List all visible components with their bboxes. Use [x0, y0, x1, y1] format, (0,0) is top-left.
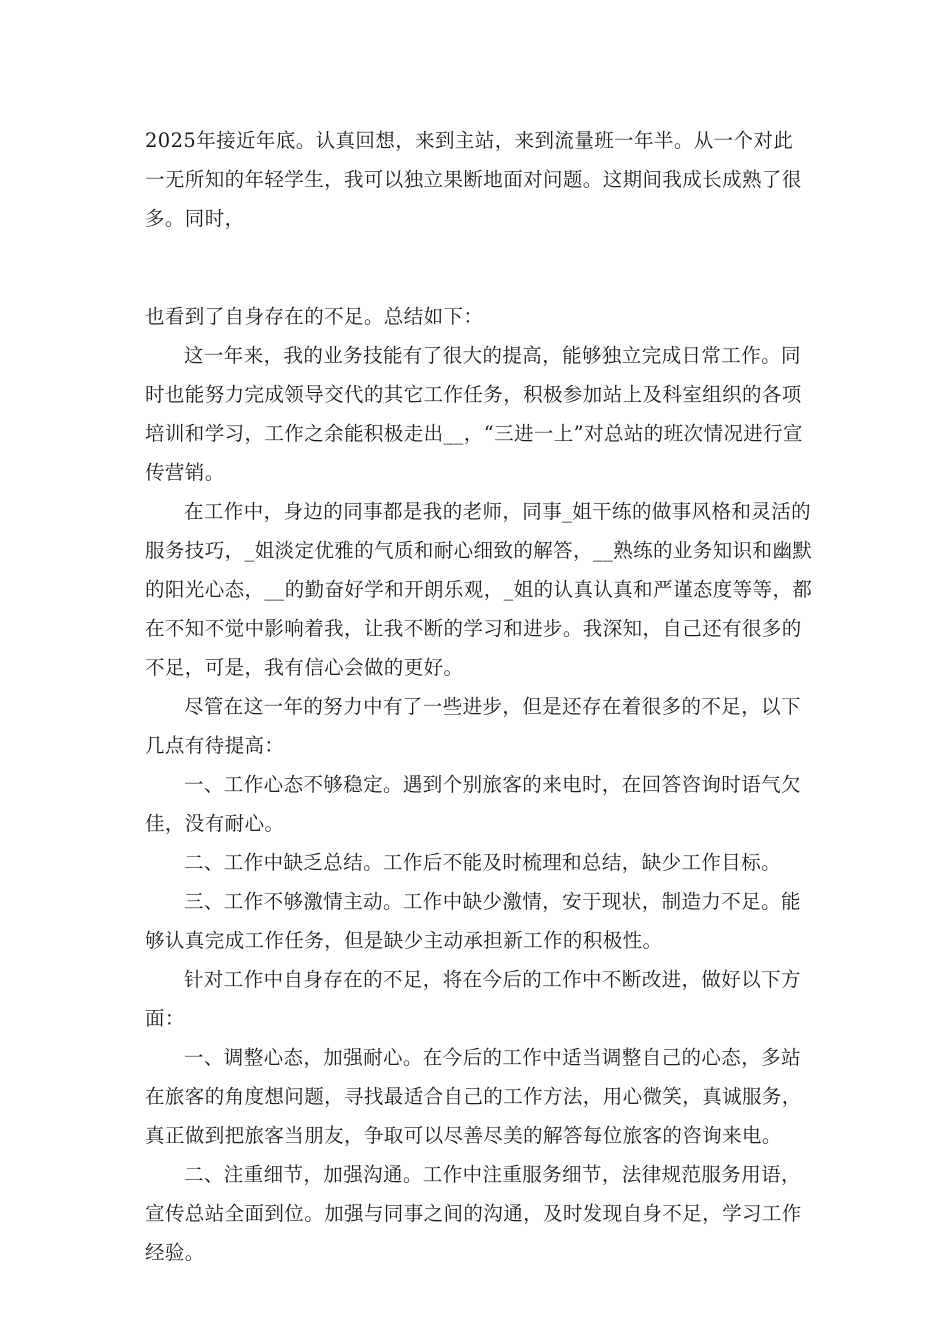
shortcoming-item-1: 一、工作心态不够稳定。遇到个别旅客的来电时，在回答咨询时语气欠佳，没有耐心。 — [145, 773, 801, 835]
shortcoming-item-3: 三、工作不够激情主动。工作中缺少激情，安于现状，制造力不足。能够认真完成工作任务，但是缺少主动承担新工作的积极性。 — [145, 890, 801, 952]
shortcoming-item-2: 二、工作中缺乏总结。工作后不能及时梳理和总结，缺少工作目标。 — [184, 851, 782, 874]
intro-block — [145, 121, 813, 238]
paragraph-skills: 这一年来，我的业务技能有了很大的提高，能够独立完成日常工作。同时也能努力完成领导交代的其它工作任务，积极参加站上及科室组织的各项培训和学习，工作之余能积极走出__，“三进一上”对总站的班次情况进行宣传营销。 — [145, 344, 803, 484]
paragraph-colleagues: 在工作中，身边的同事都是我的老师，同事_姐干练的做事风格和灵活的服务技巧，_姐淡定优雅的气质和耐心细致的解答，__熟练的业务知识和幽默的阳光心态，__的勤奋好学和开朗乐观，_姐的认真认真和严谨态度等等，都在不知不觉中影响着我，让我不断的学习和进步。我深知，自己还有很多的不足，可是，我有信心会做的更好。 — [145, 500, 813, 679]
intro-paragraph: 2025年接近年底。认真回想，来到主站，来到流量班一年半。从一个对此一无所知的年轻学生，我可以独立果断地面对问题。这期间我成长成熟了很多。同时， — [145, 129, 802, 230]
improvement-intro: 针对工作中自身存在的不足，将在今后的工作中不断改进，做好以下方面： — [145, 968, 801, 1030]
improvement-item-1: 一、调整心态，加强耐心。在今后的工作中适当调整自己的心态，多站在旅客的角度想问题，寻找最适合自己的工作方法，用心微笑，真诚服务，真正做到把旅客当朋友，争取可以尽善尽美的解答每位旅客的咨询来电。 — [145, 1046, 802, 1147]
improvement-item-2: 二、注重细节，加强沟通。工作中注重服务细节，法律规范服务用语，宣传总站全面到位。加强与同事之间的沟通，及时发现自身不足，学习工作经验。 — [145, 1163, 802, 1264]
body-block — [145, 297, 813, 1272]
paragraph-shortcomings-intro: 尽管在这一年的努力中有了一些进步，但是还存在着很多的不足，以下几点有待提高： — [145, 695, 801, 757]
paragraph-continuation: 也看到了自身存在的不足。总结如下： — [145, 305, 484, 328]
